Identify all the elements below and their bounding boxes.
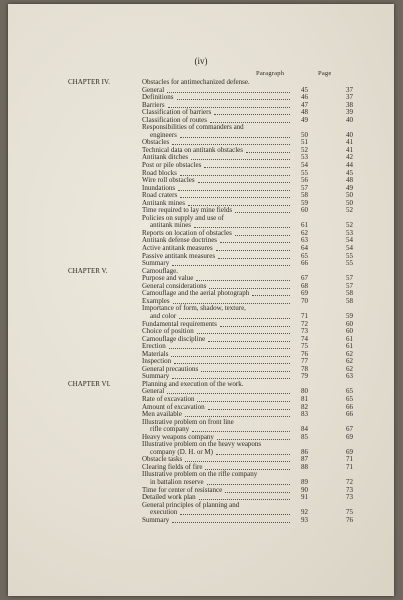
- dot-leader: [199, 499, 290, 500]
- entry-title: Importance of form, shadow, texture,: [142, 304, 246, 313]
- page-reference: 50: [346, 191, 353, 200]
- chapter-label: CHAPTER IV.: [68, 78, 110, 86]
- entry-title: Camouflage and the aerial photograph: [142, 289, 250, 298]
- page-reference: 40: [346, 130, 353, 139]
- page-reference: 60: [346, 319, 353, 328]
- page-reference: 55: [346, 251, 353, 260]
- dot-leader: [180, 137, 290, 138]
- toc-entry: [68, 509, 368, 517]
- entry-title: Obstacle tasks: [142, 455, 183, 464]
- toc-entry: [68, 177, 368, 185]
- toc-entry: [68, 487, 368, 495]
- dot-leader: [207, 484, 290, 485]
- page-reference: 71: [346, 462, 353, 471]
- page-reference: 41: [346, 145, 353, 154]
- entry-title: Clearing fields of fire: [142, 462, 203, 471]
- toc-entry: [68, 502, 368, 510]
- dot-leader: [201, 371, 290, 372]
- dot-leader: [208, 409, 290, 410]
- entry-title: Responsibilities of commanders and: [142, 123, 244, 132]
- chapter-label: CHAPTER VI.: [68, 379, 111, 388]
- dot-leader: [218, 258, 290, 259]
- page-reference: 54: [346, 236, 353, 245]
- dot-leader: [252, 295, 290, 296]
- toc-entry: [68, 185, 368, 193]
- entry-title: General considerations: [142, 281, 207, 290]
- entry-title: Obstacles: [142, 138, 170, 147]
- document-page: [8, 4, 394, 596]
- page-reference: 62: [346, 364, 353, 373]
- toc-entry: [68, 87, 368, 95]
- entry-title: Illustrative problem on the rifle company: [142, 470, 258, 479]
- paragraph-number: 79: [301, 372, 308, 381]
- page-reference: 58: [346, 296, 353, 305]
- toc-entry: [68, 147, 368, 155]
- dot-leader: [214, 114, 290, 115]
- page-reference: 63: [346, 372, 353, 381]
- toc-entry: [68, 109, 368, 117]
- dot-leader: [225, 492, 290, 493]
- page-reference: 44: [346, 161, 353, 170]
- page-column-header: Page: [318, 70, 332, 77]
- toc-entry: [68, 449, 368, 457]
- page-reference: 61: [346, 342, 353, 351]
- page-reference: 48: [346, 176, 353, 185]
- entry-title: Reports on location of obstacles: [142, 228, 232, 237]
- paragraph-number: 84: [301, 425, 308, 434]
- entry-title: Camouflage discipline: [142, 334, 206, 343]
- toc-entry: [68, 471, 368, 479]
- paragraph-number: 62: [301, 228, 308, 237]
- chapter-heading: [68, 79, 368, 87]
- toc-entry: [68, 260, 368, 268]
- paragraph-column-header: Paragraph: [256, 70, 285, 77]
- paragraph-number: 77: [301, 357, 308, 366]
- paragraph-number: 65: [301, 251, 308, 260]
- toc-entry: [68, 237, 368, 245]
- page-reference: 55: [346, 259, 353, 268]
- page-reference: 66: [346, 402, 353, 411]
- dot-leader: [246, 152, 290, 153]
- toc-entry: [68, 517, 368, 525]
- entry-title: Antitank mines: [142, 198, 185, 207]
- entry-title: Policies on supply and use of: [142, 213, 224, 222]
- paragraph-number: 86: [301, 447, 308, 456]
- paragraph-number: 75: [301, 342, 308, 351]
- paragraph-number: 71: [301, 311, 308, 320]
- paragraph-number: 58: [301, 191, 308, 200]
- toc-entry: [68, 388, 368, 396]
- chapter-title: Camouflage.: [142, 266, 178, 275]
- toc-entry: [68, 441, 368, 449]
- page-reference: 54: [346, 244, 353, 253]
- toc-entry: [68, 230, 368, 238]
- entry-title: Definitions: [142, 93, 174, 102]
- paragraph-number: 66: [301, 259, 308, 268]
- paragraph-number: 48: [301, 108, 308, 117]
- entry-title: General precautions: [142, 364, 199, 373]
- page-reference: 38: [346, 100, 353, 109]
- dot-leader: [180, 175, 290, 176]
- entry-title: in battalion reserve: [150, 477, 204, 486]
- entry-title: Heavy weapons company: [142, 432, 214, 441]
- entry-title: Classification of barriers: [142, 108, 212, 117]
- dot-leader: [235, 212, 290, 213]
- page-reference: 62: [346, 357, 353, 366]
- toc-entry: [68, 336, 368, 344]
- entry-title: General: [142, 387, 165, 396]
- page-reference: 69: [346, 432, 353, 441]
- toc-entry: [68, 154, 368, 162]
- entry-title: Inspection: [142, 357, 172, 366]
- page-reference: 57: [346, 274, 353, 283]
- chapter-heading: [68, 268, 368, 276]
- page-reference: 69: [346, 447, 353, 456]
- entry-title: Men available: [142, 410, 182, 419]
- toc-entry: [68, 358, 368, 366]
- dot-leader: [204, 167, 290, 168]
- page-reference: 60: [346, 327, 353, 336]
- entry-title: Wire roll obstacles: [142, 176, 195, 185]
- page-reference: 45: [346, 168, 353, 177]
- entry-title: Active antitank measures: [142, 244, 213, 253]
- entry-title: and color: [150, 311, 177, 320]
- entry-title: Summary: [142, 259, 170, 268]
- dot-leader: [220, 326, 290, 327]
- toc-entry: [68, 313, 368, 321]
- paragraph-number: 64: [301, 244, 308, 253]
- paragraph-number: 46: [301, 93, 308, 102]
- toc-entry: [68, 305, 368, 313]
- page-reference: 65: [346, 394, 353, 403]
- toc-entry: [68, 253, 368, 261]
- toc-entry: [68, 192, 368, 200]
- paragraph-number: 68: [301, 281, 308, 290]
- toc-entry: [68, 94, 368, 102]
- paragraph-number: 81: [301, 394, 308, 403]
- toc-entry: [68, 366, 368, 374]
- paragraph-number: 88: [301, 462, 308, 471]
- entry-title: Illustrative problem on front line: [142, 417, 234, 426]
- entry-title: Technical data on antitank obstacles: [142, 145, 243, 154]
- page-reference: 53: [346, 228, 353, 237]
- toc-entry: [68, 275, 368, 283]
- entry-title: Detailed work plan: [142, 493, 196, 502]
- entry-title: Antitank ditches: [142, 153, 189, 162]
- paragraph-number: 52: [301, 145, 308, 154]
- dot-leader: [180, 197, 290, 198]
- page-reference: 41: [346, 138, 353, 147]
- entry-title: Summary: [142, 372, 170, 381]
- dot-leader: [167, 92, 290, 93]
- paragraph-number: 82: [301, 402, 308, 411]
- table-of-contents: [68, 79, 368, 524]
- entry-title: Road craters: [142, 191, 178, 200]
- entry-title: Antitank defense doctrines: [142, 236, 218, 245]
- entry-title: Road blocks: [142, 168, 177, 177]
- entry-title: Fundamental requirements: [142, 319, 217, 328]
- toc-entry: [68, 321, 368, 329]
- chapter-title: Planning and execution of the work.: [142, 379, 244, 388]
- paragraph-number: 57: [301, 183, 308, 192]
- entry-title: company (D. H. or M): [150, 447, 213, 456]
- page-reference: 40: [346, 115, 353, 124]
- paragraph-number: 91: [301, 493, 308, 502]
- toc-entry: [68, 343, 368, 351]
- dot-leader: [235, 235, 290, 236]
- page-reference: 52: [346, 206, 353, 215]
- paragraph-number: 90: [301, 485, 308, 494]
- paragraph-number: 56: [301, 176, 308, 185]
- page-reference: 71: [346, 455, 353, 464]
- dot-leader: [185, 416, 290, 417]
- toc-entry: [68, 351, 368, 359]
- page-reference: 66: [346, 410, 353, 419]
- paragraph-number: 74: [301, 334, 308, 343]
- toc-entry: [68, 162, 368, 170]
- dot-leader: [191, 159, 290, 160]
- entry-title: Choice of position: [142, 327, 194, 336]
- paragraph-number: 89: [301, 477, 308, 486]
- paragraph-number: 69: [301, 289, 308, 298]
- entry-title: Rate of excavation: [142, 394, 195, 403]
- page-reference: 50: [346, 198, 353, 207]
- toc-entry: [68, 290, 368, 298]
- toc-entry: [68, 396, 368, 404]
- dot-leader: [180, 514, 290, 515]
- entry-title: Time required to lay mine fields: [142, 206, 233, 215]
- entry-title: engineers: [150, 130, 177, 139]
- toc-entry: [68, 102, 368, 110]
- paragraph-number: 63: [301, 236, 308, 245]
- page-reference: 39: [346, 108, 353, 117]
- entry-title: antitank mines: [150, 221, 192, 230]
- dot-leader: [171, 356, 290, 357]
- page-reference: 72: [346, 477, 353, 486]
- dot-leader: [197, 333, 290, 334]
- dot-leader: [177, 99, 290, 100]
- paragraph-number: 78: [301, 364, 308, 373]
- paragraph-number: 72: [301, 319, 308, 328]
- paragraph-number: 47: [301, 100, 308, 109]
- page-reference: 67: [346, 425, 353, 434]
- dot-leader: [172, 522, 290, 523]
- dot-leader: [179, 318, 290, 319]
- paragraph-number: 73: [301, 327, 308, 336]
- page-reference: 37: [346, 93, 353, 102]
- page-reference: 65: [346, 387, 353, 396]
- toc-entry: [68, 245, 368, 253]
- paragraph-number: 70: [301, 296, 308, 305]
- paragraph-number: 54: [301, 161, 308, 170]
- page-reference: 52: [346, 221, 353, 230]
- chapter-heading: [68, 381, 368, 389]
- paragraph-number: 60: [301, 206, 308, 215]
- entry-title: Materials: [142, 349, 169, 358]
- entry-title: Amount of excavation: [142, 402, 205, 411]
- page-reference: 37: [346, 85, 353, 94]
- toc-entry: [68, 170, 368, 178]
- toc-entry: [68, 328, 368, 336]
- page-reference: 59: [346, 311, 353, 320]
- paragraph-number: 87: [301, 455, 308, 464]
- entry-title: Summary: [142, 515, 170, 524]
- entry-title: Erection: [142, 342, 166, 351]
- dot-leader: [172, 265, 290, 266]
- page-reference: 49: [346, 183, 353, 192]
- page-reference: 42: [346, 153, 353, 162]
- page-reference: 62: [346, 349, 353, 358]
- toc-entry: [68, 124, 368, 132]
- paragraph-number: 50: [301, 130, 308, 139]
- entry-title: Post or pile obstacles: [142, 161, 202, 170]
- dot-leader: [196, 280, 290, 281]
- entry-title: Purpose and value: [142, 274, 194, 283]
- entry-title: Illustrative problem on the heavy weapons: [142, 440, 262, 449]
- paragraph-number: 59: [301, 198, 308, 207]
- entry-title: execution: [150, 508, 178, 517]
- entry-title: Barriers: [142, 100, 165, 109]
- toc-entry: [68, 419, 368, 427]
- paragraph-number: 92: [301, 508, 308, 517]
- entry-title: General principles of planning and: [142, 500, 240, 509]
- page-number: (iv): [194, 56, 208, 66]
- paragraph-number: 85: [301, 432, 308, 441]
- dot-leader: [192, 431, 290, 432]
- paragraph-number: 83: [301, 410, 308, 419]
- entry-title: Classification of routes: [142, 115, 207, 124]
- dot-leader: [208, 341, 290, 342]
- dot-leader: [169, 348, 290, 349]
- dot-leader: [220, 242, 290, 243]
- dot-leader: [216, 454, 290, 455]
- toc-entry: [68, 426, 368, 434]
- entry-title: Examples: [142, 296, 170, 305]
- page-reference: 76: [346, 515, 353, 524]
- entry-title: Inundations: [142, 183, 176, 192]
- paragraph-number: 76: [301, 349, 308, 358]
- page-reference: 57: [346, 281, 353, 290]
- paragraph-number: 61: [301, 221, 308, 230]
- paragraph-number: 51: [301, 138, 308, 147]
- page-reference: 75: [346, 508, 353, 517]
- toc-entry: [68, 215, 368, 223]
- page-reference: 73: [346, 485, 353, 494]
- paragraph-number: 80: [301, 387, 308, 396]
- dot-leader: [216, 250, 290, 251]
- toc-entry: [68, 456, 368, 464]
- chapter-label: CHAPTER V.: [68, 266, 108, 275]
- dot-leader: [178, 190, 290, 191]
- paragraph-number: 45: [301, 85, 308, 94]
- paragraph-number: 67: [301, 274, 308, 283]
- entry-title: General: [142, 85, 165, 94]
- paragraph-number: 55: [301, 168, 308, 177]
- chapter-title: Obstacles for antimechanized defense.: [142, 78, 250, 86]
- paragraph-number: 49: [301, 115, 308, 124]
- dot-leader: [197, 401, 290, 402]
- page-reference: 61: [346, 334, 353, 343]
- toc-entry: [68, 404, 368, 412]
- paragraph-number: 53: [301, 153, 308, 162]
- entry-title: rifle company: [150, 425, 190, 434]
- entry-title: Passive antitank measures: [142, 251, 216, 260]
- dot-leader: [198, 182, 290, 183]
- entry-title: Time for center of resistance: [142, 485, 223, 494]
- toc-entry: [68, 132, 368, 140]
- page-reference: 58: [346, 289, 353, 298]
- page-reference: 73: [346, 493, 353, 502]
- paragraph-number: 93: [301, 515, 308, 524]
